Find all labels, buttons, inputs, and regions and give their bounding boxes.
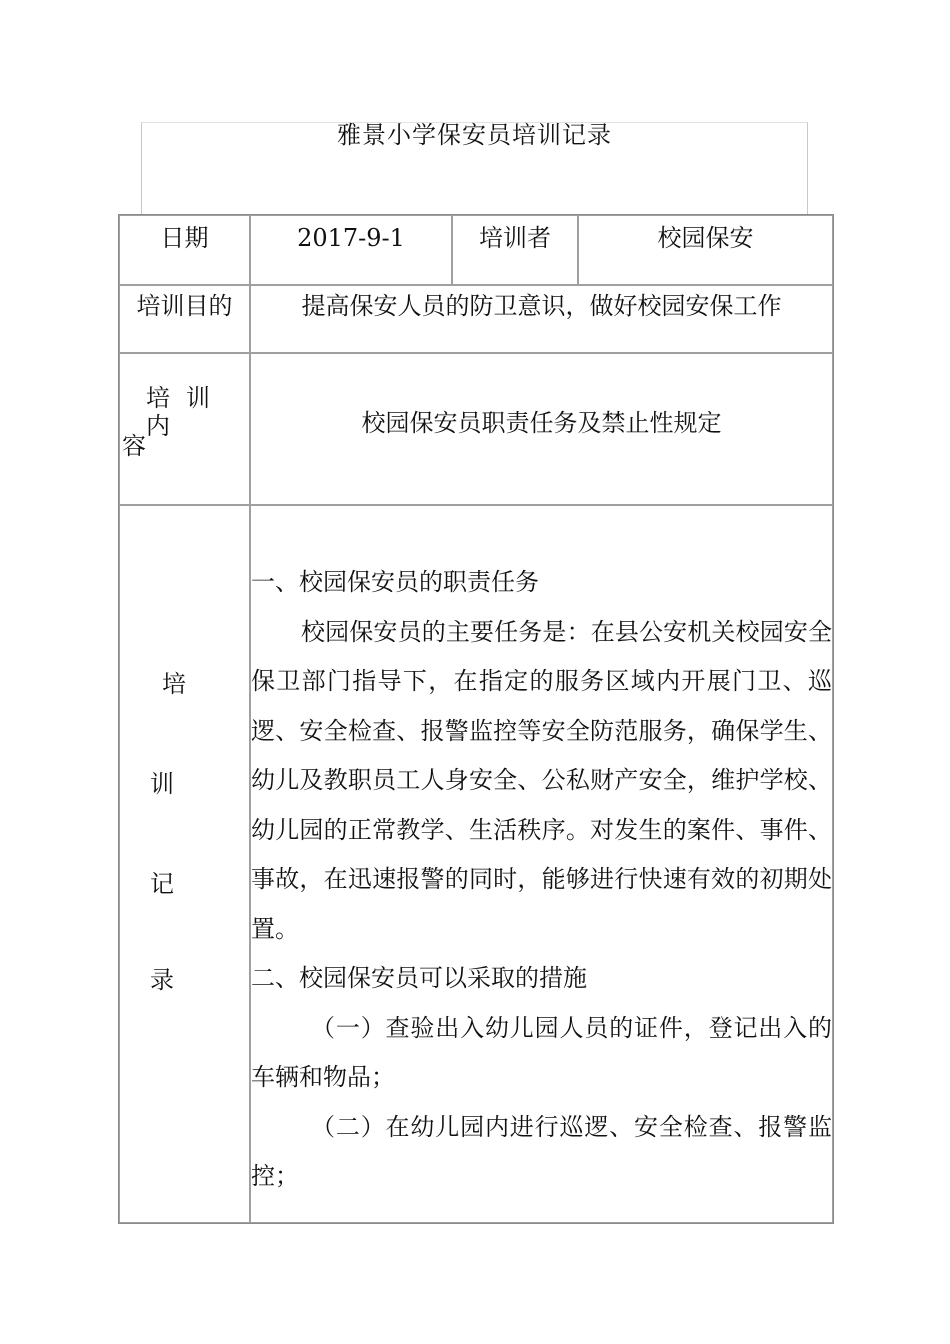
row-purpose [119, 285, 833, 353]
content-label-line2: 容 [122, 432, 146, 460]
document-title: 雅景小学保安员培训记录 [337, 121, 612, 149]
purpose-label: 培训目的 [136, 292, 233, 320]
record-body [251, 506, 832, 1202]
purpose-value-cell [250, 285, 833, 353]
purpose-value: 提高保安人员的防卫意识，做好校园安保工作 [301, 292, 782, 320]
record-content-cell [250, 505, 833, 1223]
content-value: 校园保安员职责任务及禁止性规定 [361, 409, 722, 437]
content-label-cell [119, 353, 250, 505]
trainer-value: 校园保安 [657, 224, 754, 252]
measure-item-2: （二）在幼儿园内进行巡逻、安全检查、报警监控； [251, 1112, 832, 1190]
content-value-cell [250, 353, 833, 505]
section-heading-2: 二、校园保安员可以采取的措施 [251, 964, 587, 992]
date-value-cell [250, 215, 452, 285]
title-box [141, 122, 808, 214]
trainer-label-cell [452, 215, 578, 285]
row-record [119, 505, 833, 1223]
date-label: 日期 [160, 224, 209, 252]
record-label [120, 506, 249, 1222]
date-value: 2017-9-1 [297, 224, 405, 252]
content-label-line1: 培训内 [146, 384, 226, 440]
trainer-value-cell [578, 215, 833, 285]
record-label-char: 培 [162, 670, 186, 698]
training-record-table [118, 214, 834, 1224]
section-paragraph-1: 校园保安员的主要任务是：在县公安机关校园安全保卫部门指导下，在指定的服务区域内开展门卫、巡逻、安全检查、报警监控等安全防范服务，确保学生、幼儿及教职员工人身安全、公私财产安全，维护学校、幼儿园的正常教学、生活秩序。对发生的案件、事件、事故，在迅速报警的同时，能够进行快速有效的初期处置。 [251, 617, 832, 943]
record-label-char: 训 [150, 770, 174, 798]
measure-item-1: （一）查验出入幼儿园人员的证件，登记出入的车辆和物品； [251, 1013, 832, 1091]
row-content [119, 353, 833, 505]
record-label-cell [119, 505, 250, 1223]
record-label-char: 记 [150, 870, 174, 898]
section-heading-1: 一、校园保安员的职责任务 [251, 568, 539, 596]
row-date [119, 215, 833, 285]
trainer-label: 培训者 [479, 224, 551, 252]
date-label-cell [119, 215, 250, 285]
purpose-label-cell [119, 285, 250, 353]
record-label-char: 录 [150, 966, 174, 994]
